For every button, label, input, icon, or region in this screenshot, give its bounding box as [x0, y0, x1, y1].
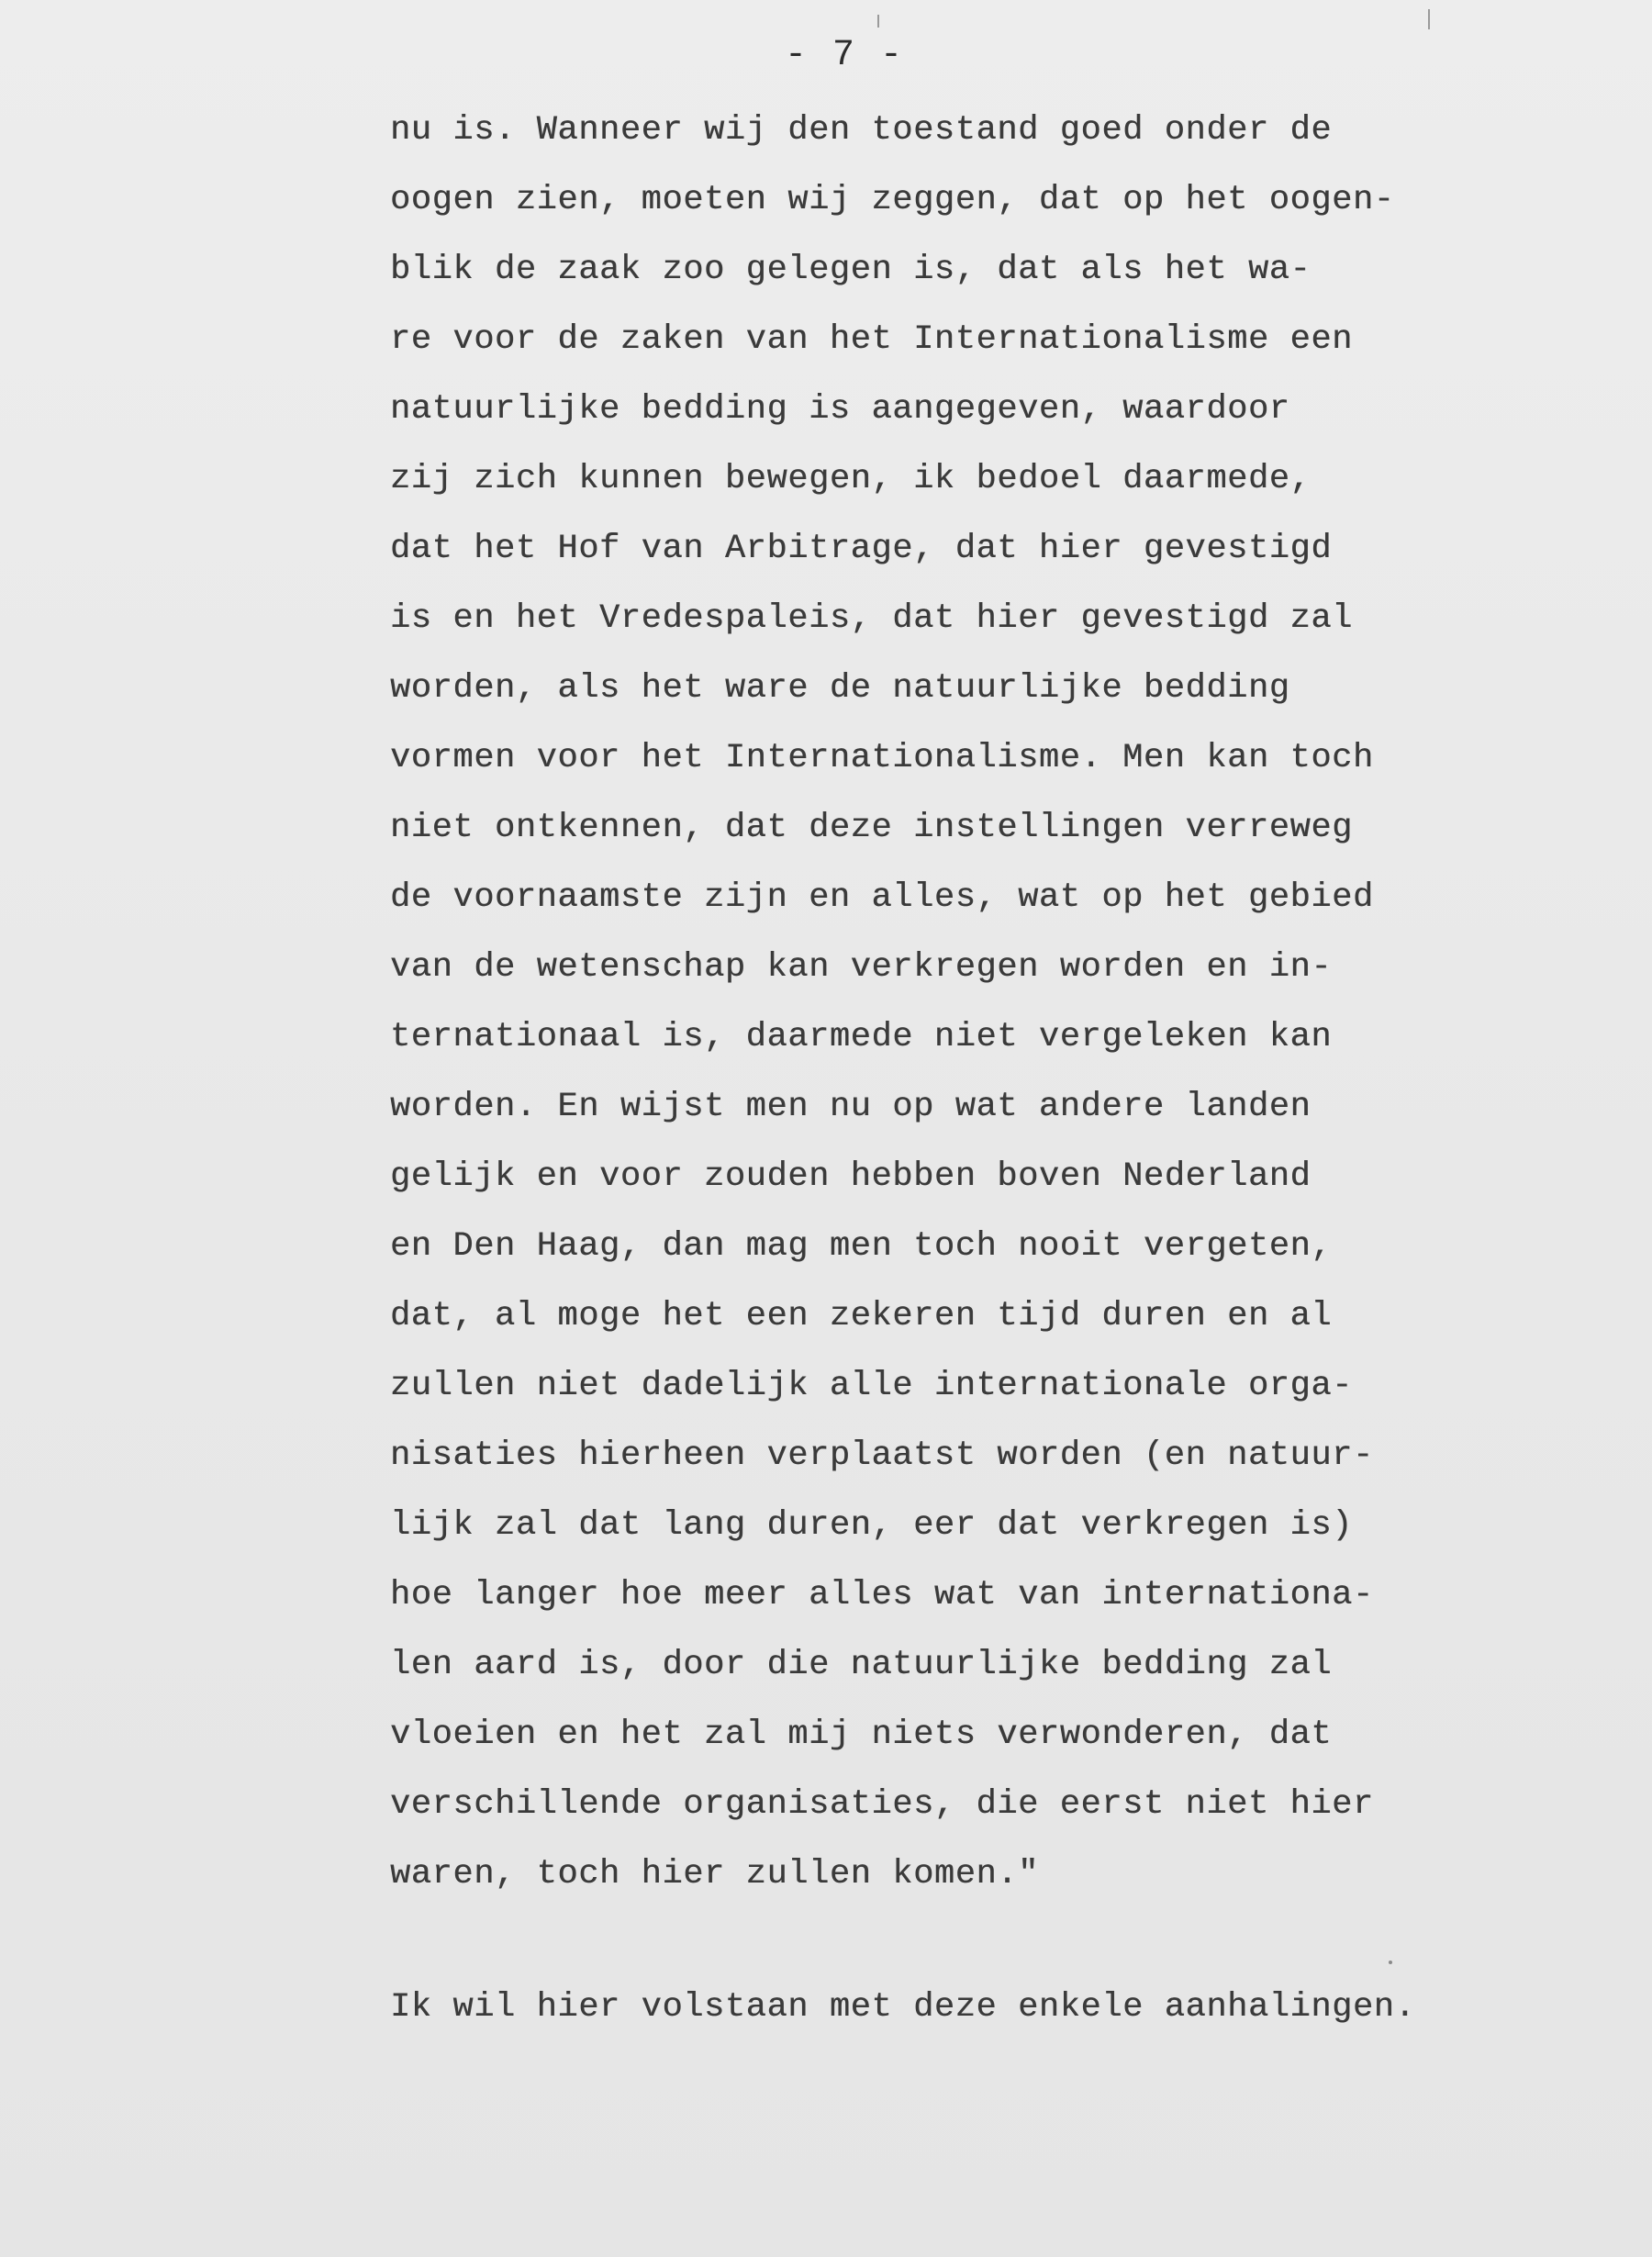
text-line: vormen voor het Internationalisme. Men kan toch [390, 739, 1374, 777]
text-line: len aard is, door die natuurlijke bedding zal [390, 1646, 1333, 1684]
text-line: vloeien en het zal mij niets verwonderen, dat [390, 1715, 1333, 1754]
scan-edge-mark [1428, 9, 1430, 29]
text-line: ternationaal is, daarmede niet vergeleken kan [390, 1018, 1333, 1056]
text-line: de voornaamste zijn en alles, wat op het gebied [390, 878, 1374, 917]
text-line: nu is. Wanneer wij den toestand goed onder de [390, 111, 1333, 150]
text-line: lijk zal dat lang duren, eer dat verkregen is) [390, 1506, 1353, 1545]
page-number: - 7 - [785, 35, 905, 76]
text-line: zullen niet dadelijk alle internationale orga- [390, 1367, 1353, 1405]
text-line: is en het Vredespaleis, dat hier gevestigd zal [390, 599, 1353, 638]
text-line: en Den Haag, dan mag men toch nooit vergeten, [390, 1227, 1333, 1266]
closing-sentence: Ik wil hier volstaan met deze enkele aanhalingen. [390, 1988, 1416, 2027]
text-line: dat het Hof van Arbitrage, dat hier gevestigd [390, 530, 1333, 568]
text-line: worden, als het ware de natuurlijke bedding [390, 669, 1290, 708]
text-line: niet ontkennen, dat deze instellingen verreweg [390, 809, 1353, 847]
text-line: nisaties hierheen verplaatst worden (en natuur- [390, 1436, 1374, 1475]
text-line: hoe langer hoe meer alles wat van internationa- [390, 1576, 1374, 1615]
text-line: worden. En wijst men nu op wat andere landen [390, 1088, 1312, 1126]
text-line: natuurlijke bedding is aangegeven, waardoor [390, 390, 1290, 429]
text-line: re voor de zaken van het Internationalisme een [390, 320, 1353, 359]
ink-speck [1389, 1961, 1392, 1964]
text-line: zij zich kunnen bewegen, ik bedoel daarmede, [390, 460, 1312, 498]
text-line: verschillende organisaties, die eerst niet hier [390, 1785, 1374, 1824]
text-line: waren, toch hier zullen komen." [390, 1855, 1039, 1894]
text-line: oogen zien, moeten wij zeggen, dat op het oogen- [390, 181, 1395, 219]
text-line: blik de zaak zoo gelegen is, dat als het wa- [390, 251, 1312, 289]
text-line: van de wetenschap kan verkregen worden en in- [390, 948, 1333, 987]
text-line: dat, al moge het een zekeren tijd duren en al [390, 1297, 1333, 1335]
body-paragraph [390, 103, 1446, 1916]
text-line: gelijk en voor zouden hebben boven Nederland [390, 1157, 1312, 1196]
scan-edge-mark [877, 15, 879, 28]
